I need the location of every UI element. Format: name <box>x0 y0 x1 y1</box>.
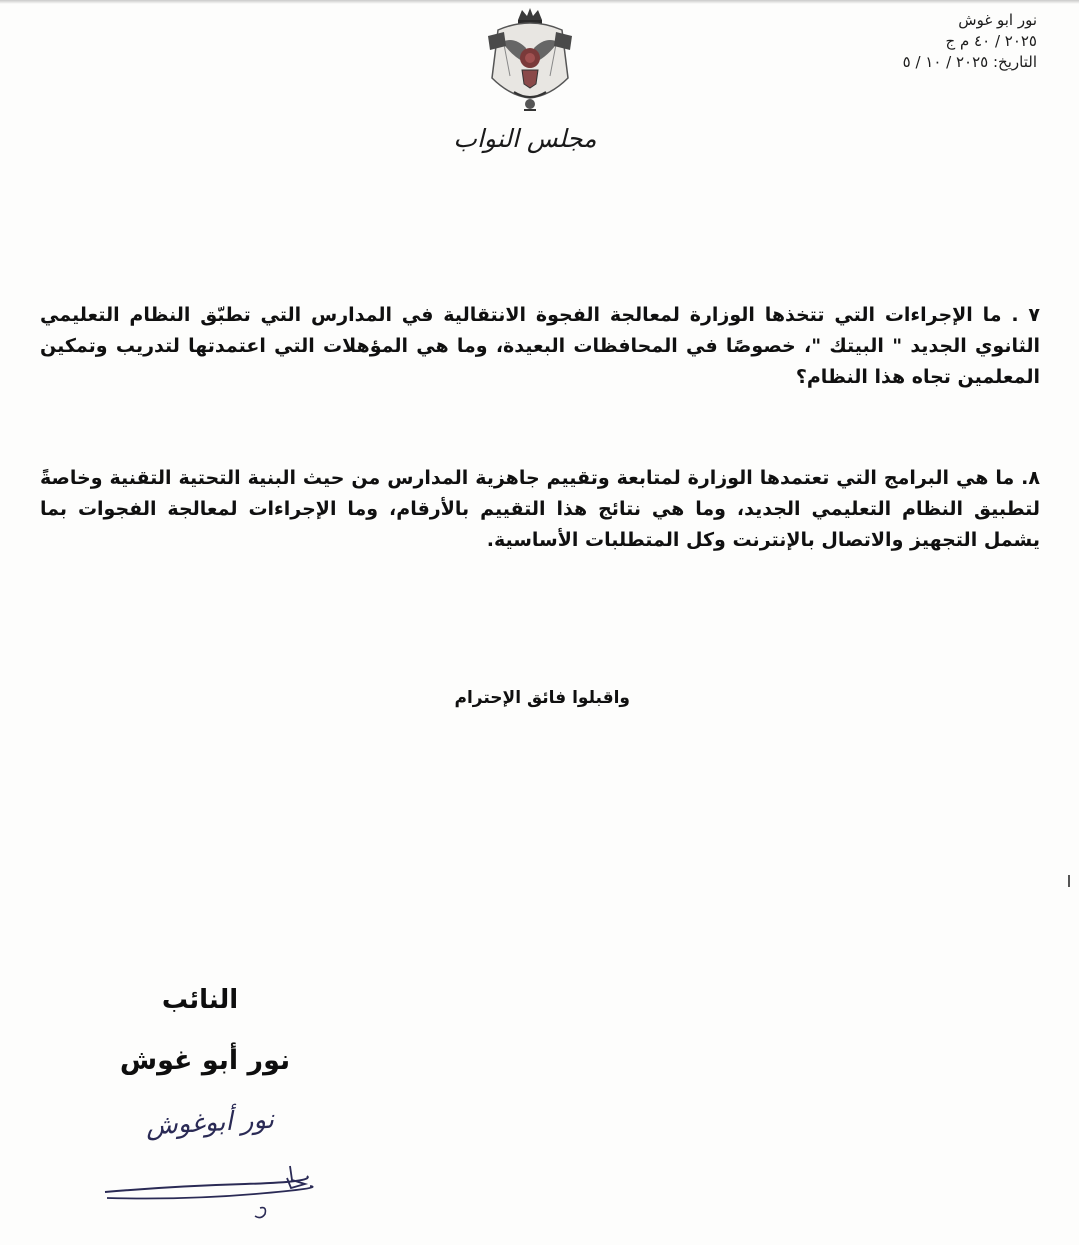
reference-date <box>807 52 1037 73</box>
margin-mark <box>1068 875 1070 887</box>
date-label: التاريخ: <box>993 53 1037 71</box>
reference-block <box>807 10 1037 73</box>
coat-of-arms-icon <box>480 6 580 116</box>
reference-number: ٢٠٢٥ / ٤٠ م ج <box>945 32 1037 50</box>
signature-stroke-icon <box>95 1160 325 1230</box>
signatory-name: نور أبو غوش <box>119 1045 291 1076</box>
question-7: ٧ . ما الإجراءات التي تتخذها الوزارة لمعالجة الفجوة الانتقالية في المدارس التي تطبّق النظام التعليمي الثانوي الجديد " البيتك "، خصوصًا في المحافظات البعيدة، وما هي المؤهلات التي اعتمدتها لتدريب وتمكين المعلمين تجاه هذا النظام؟ <box>40 304 1040 388</box>
signatory-title: النائب <box>161 985 239 1015</box>
question-8: ٨. ما هي البرامج التي تعتمدها الوزارة لمتابعة وتقييم جاهزية المدارس من حيث البنية التحتية التقنية وخاصةً لتطبيق النظام التعليمي الجديد، وما هي نتائج هذا التقييم بالأرقام، وما الإجراءات لمعالجة الفجوات بما يشمل التجهيز والاتصال بالإنترنت وكل المتطلبات الأساسية. <box>40 467 1040 551</box>
handwritten-signature: نور أبوغوش <box>145 1104 275 1142</box>
parliament-label: مجلس النواب <box>453 124 597 153</box>
scan-edge <box>0 0 1079 4</box>
reference-name: نور ابو غوش <box>958 11 1037 29</box>
date-value: ٢٠٢٥ / ١٠ / ٥ <box>902 53 989 71</box>
closing-salutation: واقبلوا فائق الإحترام <box>454 688 630 708</box>
